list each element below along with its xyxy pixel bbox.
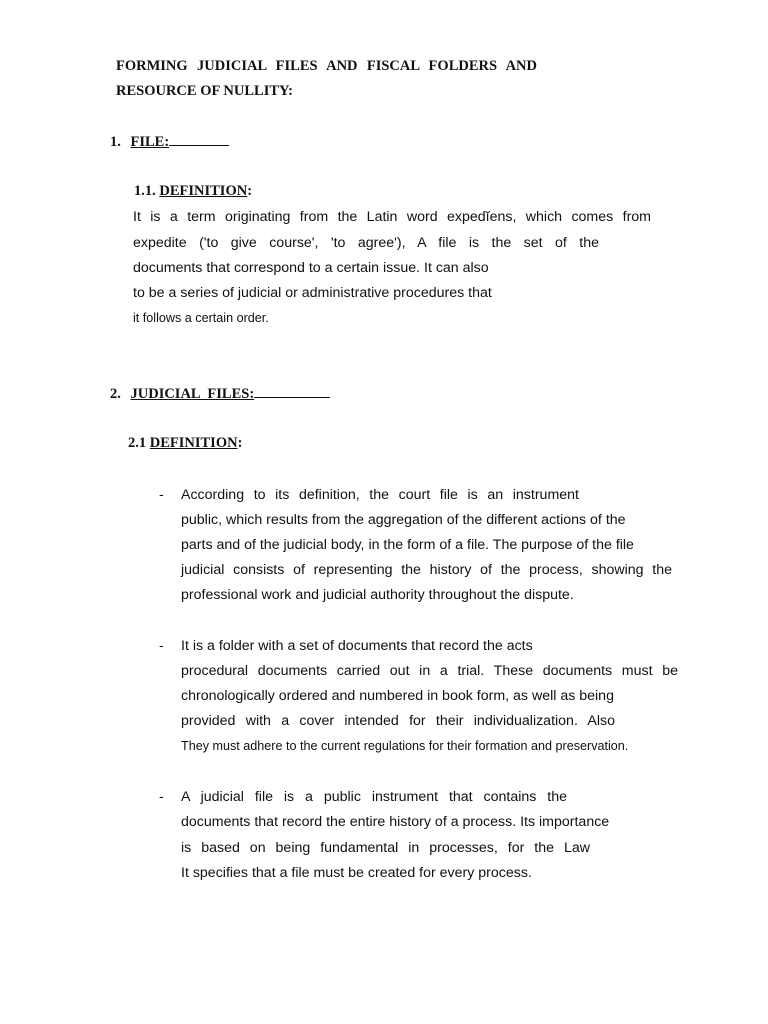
bullet-2-line-1: It is a folder with a set of documents that record the acts	[181, 638, 533, 654]
section-1-line-1: It is a term originating from the Latin word expedĭens, which comes from	[133, 209, 651, 225]
bullet-1-marker: -	[159, 486, 164, 502]
subsection-2-1-number: 2.1	[128, 435, 147, 451]
document-title-line-2: RESOURCE OF NULLITY:	[116, 83, 293, 99]
subsection-2-1-heading	[128, 435, 242, 452]
section-2-number: 2.	[110, 386, 121, 402]
subsection-2-1-title: DEFINITION	[149, 435, 238, 451]
section-1-heading	[110, 133, 229, 151]
bullet-2-line-2: procedural documents carried out in a trial. These documents must be	[181, 663, 678, 679]
bullet-1-line-3: parts and of the judicial body, in the form of a file. The purpose of the file	[181, 537, 634, 553]
subsection-1-1-colon: :	[247, 183, 253, 199]
bullet-1-line-1: According to its definition, the court file is an instrument	[181, 487, 579, 503]
subsection-1-1-title: DEFINITION	[159, 183, 248, 199]
bullet-2-line-5: They must adhere to the current regulations for their formation and preservation.	[181, 739, 629, 753]
bullet-1-line-5: professional work and judicial authority throughout the dispute.	[181, 587, 574, 603]
bullet-3-line-4: It specifies that a file must be created for every process.	[181, 865, 532, 881]
bullet-2-marker: -	[159, 637, 164, 653]
document-title-line-1: FORMING JUDICIAL FILES AND FISCAL FOLDERS AND	[116, 58, 537, 74]
bullet-1-line-2: public, which results from the aggregation of the different actions of the	[181, 512, 626, 528]
bullet-3-marker: -	[159, 788, 164, 804]
section-1-line-4: to be a series of judicial or administrative procedures that	[133, 285, 492, 301]
section-2-blank-line	[254, 385, 330, 398]
subsection-1-1-heading	[134, 183, 252, 200]
section-1-number: 1.	[110, 134, 121, 150]
section-1-line-5: it follows a certain order.	[133, 311, 269, 325]
bullet-3-line-2: documents that record the entire history of a process. Its importance	[181, 814, 610, 830]
bullet-3-line-3: is based on being fundamental in processes, for the Law	[181, 840, 590, 856]
bullet-2-line-3: chronologically ordered and numbered in book form, as well as being	[181, 688, 614, 704]
bullet-2-line-4: provided with a cover intended for their individualization. Also	[181, 713, 615, 729]
section-1-blank-line	[169, 133, 229, 146]
bullet-1-line-4: judicial consists of representing the history of the process, showing the	[181, 562, 672, 578]
section-1-title: FILE:	[130, 134, 170, 150]
section-1-line-3: documents that correspond to a certain issue. It can also	[133, 260, 489, 276]
bullet-3-line-1: A judicial file is a public instrument that contains the	[181, 789, 567, 805]
section-2-heading	[110, 385, 330, 403]
section-1-line-2: expedite ('to give course', 'to agree'), A file is the set of the	[133, 235, 599, 251]
subsection-2-1-colon: :	[237, 435, 243, 451]
subsection-1-1-number: 1.1.	[134, 183, 156, 199]
section-2-title: JUDICIAL FILES:	[130, 386, 255, 402]
